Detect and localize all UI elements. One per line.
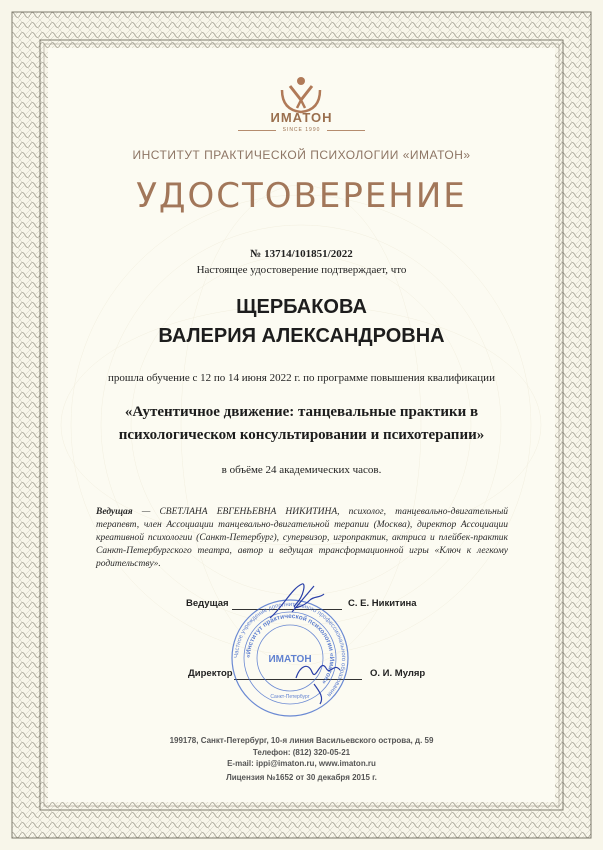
document-title: УДОСТОВЕРЕНИЕ xyxy=(136,176,467,216)
lead-signature-role: Ведущая xyxy=(186,598,229,609)
since-label: SINCE 1990 xyxy=(282,127,321,133)
lead-description xyxy=(96,506,508,571)
stamp-center-text: ИМАТОН xyxy=(268,654,312,665)
stamp-city: Санкт-Петербург xyxy=(270,694,310,700)
course-hours: в объёме 24 академических часов. xyxy=(221,464,382,476)
holder-surname: ЩЕРБАКОВА xyxy=(236,296,367,318)
stamp-inner-text: «Институт практической психологии «Иматон» xyxy=(244,612,336,686)
footer-contacts: E-mail: ippi@imaton.ru, www.imaton.ru xyxy=(227,759,376,768)
lead-label: Ведущая xyxy=(96,507,133,517)
footer-phone: Телефон: (812) 320-05-21 xyxy=(252,748,351,757)
since-divider-right xyxy=(327,130,365,131)
footer-license: Лицензия №1652 от 30 декабря 2015 г. xyxy=(226,773,377,782)
lead-signature-name: С. Е. Никитина xyxy=(348,598,417,609)
director-handwritten-signature xyxy=(290,648,350,708)
footer-address: 199178, Санкт-Петербург, 10-я линия Васильевского острова, д. 59 xyxy=(169,736,434,745)
holder-given-names: ВАЛЕРИЯ АЛЕКСАНДРОВНА xyxy=(158,325,445,347)
program-title-line2: психологическом консультировании и психотерапии» xyxy=(118,427,485,443)
confirmation-text: Настоящее удостоверение подтверждает, что xyxy=(196,264,407,276)
brand-name: ИМАТОН xyxy=(270,110,333,125)
training-dates: прошла обучение с 12 по 14 июня 2022 г. по программе повышения квалификации xyxy=(108,372,495,384)
institute-name: ИНСТИТУТ ПРАКТИЧЕСКОЙ ПСИХОЛОГИИ «ИМАТОН» xyxy=(132,148,471,162)
certificate-number: № 13714/101851/2022 xyxy=(250,248,353,260)
director-signature-name: О. И. Муляр xyxy=(370,668,426,679)
director-signature-role: Директор xyxy=(188,668,233,679)
lead-handwritten-signature xyxy=(262,578,332,628)
lead-bio: — СВЕТЛАНА ЕВГЕНЬЕВНА НИКИТИНА, психолог, танцевально-двигательный терапевт, член Ассоциации танцевально-двигательной терапии (Москва), директор Ассоциации креативной психологии (Санкт-Петербург), супервизор, игропрактик, актриса и плейбек-практик Санкт-Петербургского театра, автор и ведущая трансформационной игры «Ключ к легкому родительству». xyxy=(96,507,508,569)
stamp-outer-text: Частное учреждение дополнительного профессионального образования xyxy=(233,601,347,698)
program-title-line1: «Аутентичное движение: танцевальные практики в xyxy=(124,404,479,420)
